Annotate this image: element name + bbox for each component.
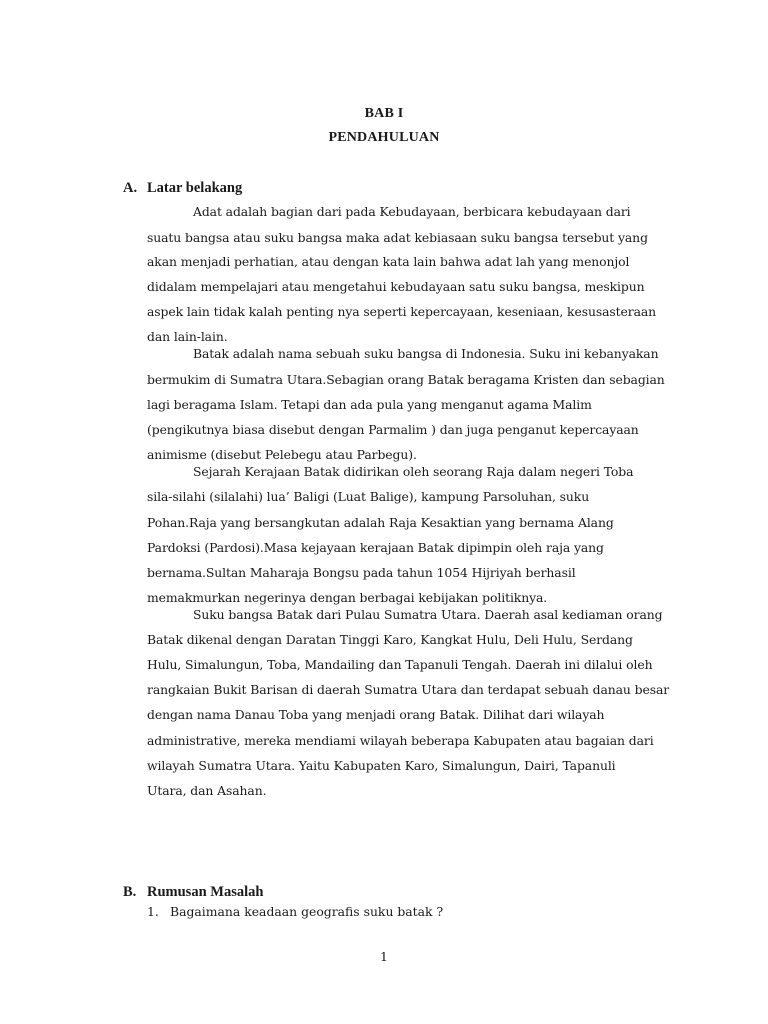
paragraph-line: dengan nama Danau Toba yang menjadi orang Batak. Dilihat dari wilayah (147, 707, 605, 722)
chapter-number: BAB I (364, 106, 404, 121)
paragraph-line: Pardoksi (Pardosi).Masa kejayaan kerajaan Batak dipimpin oleh raja yang (147, 540, 604, 555)
paragraph-line: administrative, mereka mendiami wilayah beberapa Kabupaten atau bagaian dari (147, 733, 654, 748)
section-b-heading (123, 884, 263, 901)
section-a-letter: A. (123, 180, 138, 196)
paragraph-line: dan lain-lain. (147, 329, 228, 344)
paragraph-line: (pengikutnya biasa disebut dengan Parmalim ) dan juga penganut kepercayaan (147, 422, 639, 437)
section-b-title: Rumusan Masalah (147, 884, 264, 900)
section-a-heading (123, 180, 242, 197)
paragraph-line: animisme (disebut Pelebegu atau Parbegu). (147, 447, 417, 462)
section-b-letter: B. (123, 884, 137, 900)
paragraph-line: Batak adalah nama sebuah suku bangsa di Indonesia. Suku ini kebanyakan (193, 346, 659, 361)
list-item-text: Bagaimana keadaan geografis suku batak ? (170, 904, 444, 919)
paragraph-line: akan menjadi perhatian, atau dengan kata lain bahwa adat lah yang menonjol (147, 254, 630, 269)
paragraph-line: sila-silahi (silalahi) lua’ Baligi (Luat Balige), kampung Parsoluhan, suku (147, 489, 590, 504)
paragraph-line: Pohan.Raja yang bersangkutan adalah Raja Kesaktian yang bernama Alang (147, 515, 614, 530)
chapter-title: PENDAHULUAN (328, 130, 440, 145)
paragraph-line: bernama.Sultan Maharaja Bongsu pada tahun 1054 Hijriyah berhasil (147, 565, 576, 580)
paragraph-line: Suku bangsa Batak dari Pulau Sumatra Utara. Daerah asal kediaman orang (193, 607, 663, 622)
page-number: 1 (380, 949, 388, 964)
paragraph-line: Utara, dan Asahan. (147, 783, 267, 798)
paragraph-line: wilayah Sumatra Utara. Yaitu Kabupaten Karo, Simalungun, Dairi, Tapanuli (147, 758, 616, 773)
paragraph-line: aspek lain tidak kalah penting nya seperti kepercayaan, keseniaan, kesusasteraan (147, 304, 657, 319)
paragraph-line: lagi beragama Islam. Tetapi dan ada pula yang menganut agama Malim (147, 397, 592, 412)
paragraph-line: Sejarah Kerajaan Batak didirikan oleh seorang Raja dalam negeri Toba (193, 464, 634, 479)
paragraph-line: suatu bangsa atau suku bangsa maka adat kebiasaan suku bangsa tersebut yang (147, 230, 648, 245)
paragraph-line: rangkaian Bukit Barisan di daerah Sumatra Utara dan terdapat sebuah danau besar (147, 682, 670, 697)
paragraph-line: bermukim di Sumatra Utara.Sebagian orang Batak beragama Kristen dan sebagian (147, 372, 665, 387)
paragraph-line: didalam mempelajari atau mengetahui kebudayaan satu suku bangsa, meskipun (147, 279, 645, 294)
paragraph-line: Batak dikenal dengan Daratan Tinggi Karo, Kangkat Hulu, Deli Hulu, Serdang (147, 632, 633, 647)
paragraph-line: Adat adalah bagian dari pada Kebudayaan, berbicara kebudayaan dari (193, 204, 631, 219)
paragraph-line: Hulu, Simalungun, Toba, Mandailing dan Tapanuli Tengah. Daerah ini dilalui oleh (147, 657, 653, 672)
list-item-number: 1. (147, 904, 159, 919)
list-item (147, 904, 443, 919)
paragraph-line: memakmurkan negerinya dengan berbagai kebijakan politiknya. (147, 590, 548, 605)
section-a-title: Latar belakang (147, 180, 243, 196)
